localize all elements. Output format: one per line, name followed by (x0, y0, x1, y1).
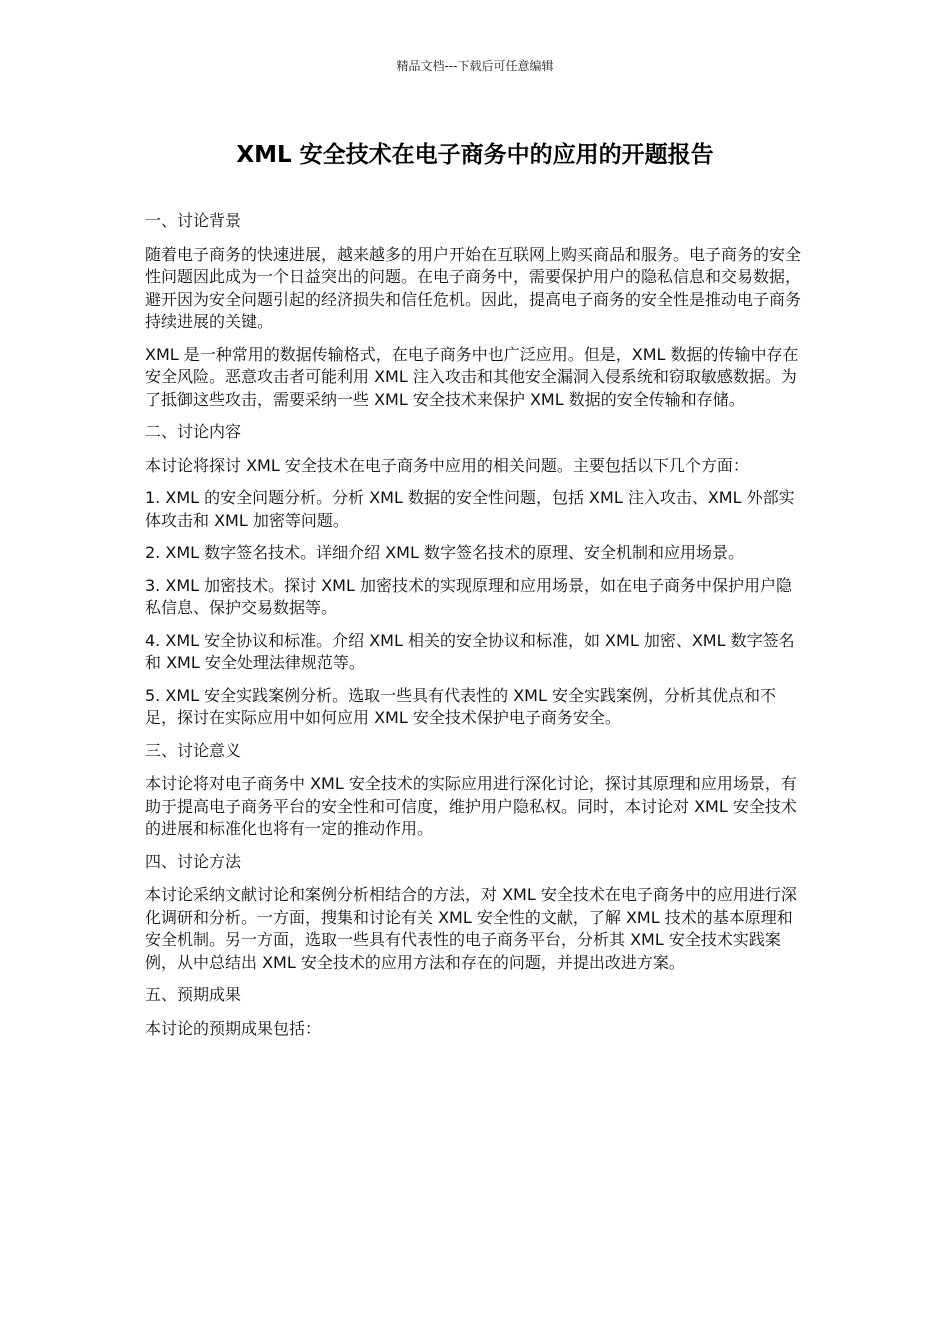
document-title: XML 安全技术在电子商务中的应用的开题报告 (236, 142, 714, 168)
paragraph: 本讨论采纳文献讨论和案例分析相结合的方法，对 XML 安全技术在电子商务中的应用进行深化调研和分析。一方面，搜集和讨论有关 XML 安全性的文献，了解 XML 技术的基本原理和安全机制。另一方面，选取一些具有代表性的电子商务平台，分析其 XML 安全技术实践案例，从中总结出 XML 安全技术的应用方法和存在的问题，并提出改进方案。 (145, 885, 797, 972)
paragraph: XML 是一种常用的数据传输格式，在电子商务中也广泛应用。但是，XML 数据的传输中存在安全风险。恶意攻击者可能利用 XML 注入攻击和其他安全漏洞入侵系统和窃取敏感数据。为了抵御这些攻击，需要采纳一些 XML 安全技术来保护 XML 数据的安全传输和存储。 (145, 344, 799, 409)
section-heading-method: 四、讨论方法 (145, 851, 242, 871)
list-item: 1. XML 的安全问题分析。分析 XML 数据的安全性问题，包括 XML 注入攻击、XML 外部实体攻击和 XML 加密等问题。 (145, 488, 795, 530)
document-body (145, 210, 807, 1050)
section-heading-content: 二、讨论内容 (145, 422, 242, 441)
list-item: 5. XML 安全实践案例分析。选取一些具有代表性的 XML 安全实践案例，分析其优点和不足，探讨在实际应用中如何应用 XML 安全技术保护电子商务安全。 (145, 685, 776, 727)
section-heading-significance: 三、讨论意义 (145, 740, 242, 760)
header-note: 精品文档---下载后可任意编辑 (396, 59, 554, 73)
list-item: 3. XML 加密技术。探讨 XML 加密技术的实现原理和应用场景，如在电子商务中保护用户隐私信息、保护交易数据等。 (145, 575, 792, 617)
section-heading-background: 一、讨论背景 (145, 211, 242, 230)
paragraph: 随着电子商务的快速进展，越来越多的用户开始在互联网上购买商品和服务。电子商务的安全性问题因此成为一个日益突出的问题。在电子商务中，需要保护用户的隐私信息和交易数据，避开因为安全问题引起的经济损失和信任危机。因此，提高电子商务的安全性是推动电子商务持续进展的关键。 (145, 244, 802, 331)
paragraph: 本讨论将对电子商务中 XML 安全技术的实际应用进行深化讨论，探讨其原理和应用场景，有助于提高电子商务平台的安全性和可信度，维护用户隐私权。同时，本讨论对 XML 安全技术的进展和标准化也将有一定的推动作用。 (145, 774, 797, 838)
paragraph: 本讨论将探讨 XML 安全技术在电子商务中应用的相关问题。主要包括以下几个方面： (145, 455, 749, 475)
list-item: 2. XML 数字签名技术。详细介绍 XML 数字签名技术的原理、安全机制和应用场景。 (145, 543, 744, 562)
paragraph: 本讨论的预期成果包括： (145, 1018, 322, 1038)
list-item: 4. XML 安全协议和标准。介绍 XML 相关的安全协议和标准，如 XML 加密、XML 数字签名和 XML 安全处理法律规范等。 (145, 630, 795, 672)
section-heading-results: 五、预期成果 (145, 985, 242, 1004)
